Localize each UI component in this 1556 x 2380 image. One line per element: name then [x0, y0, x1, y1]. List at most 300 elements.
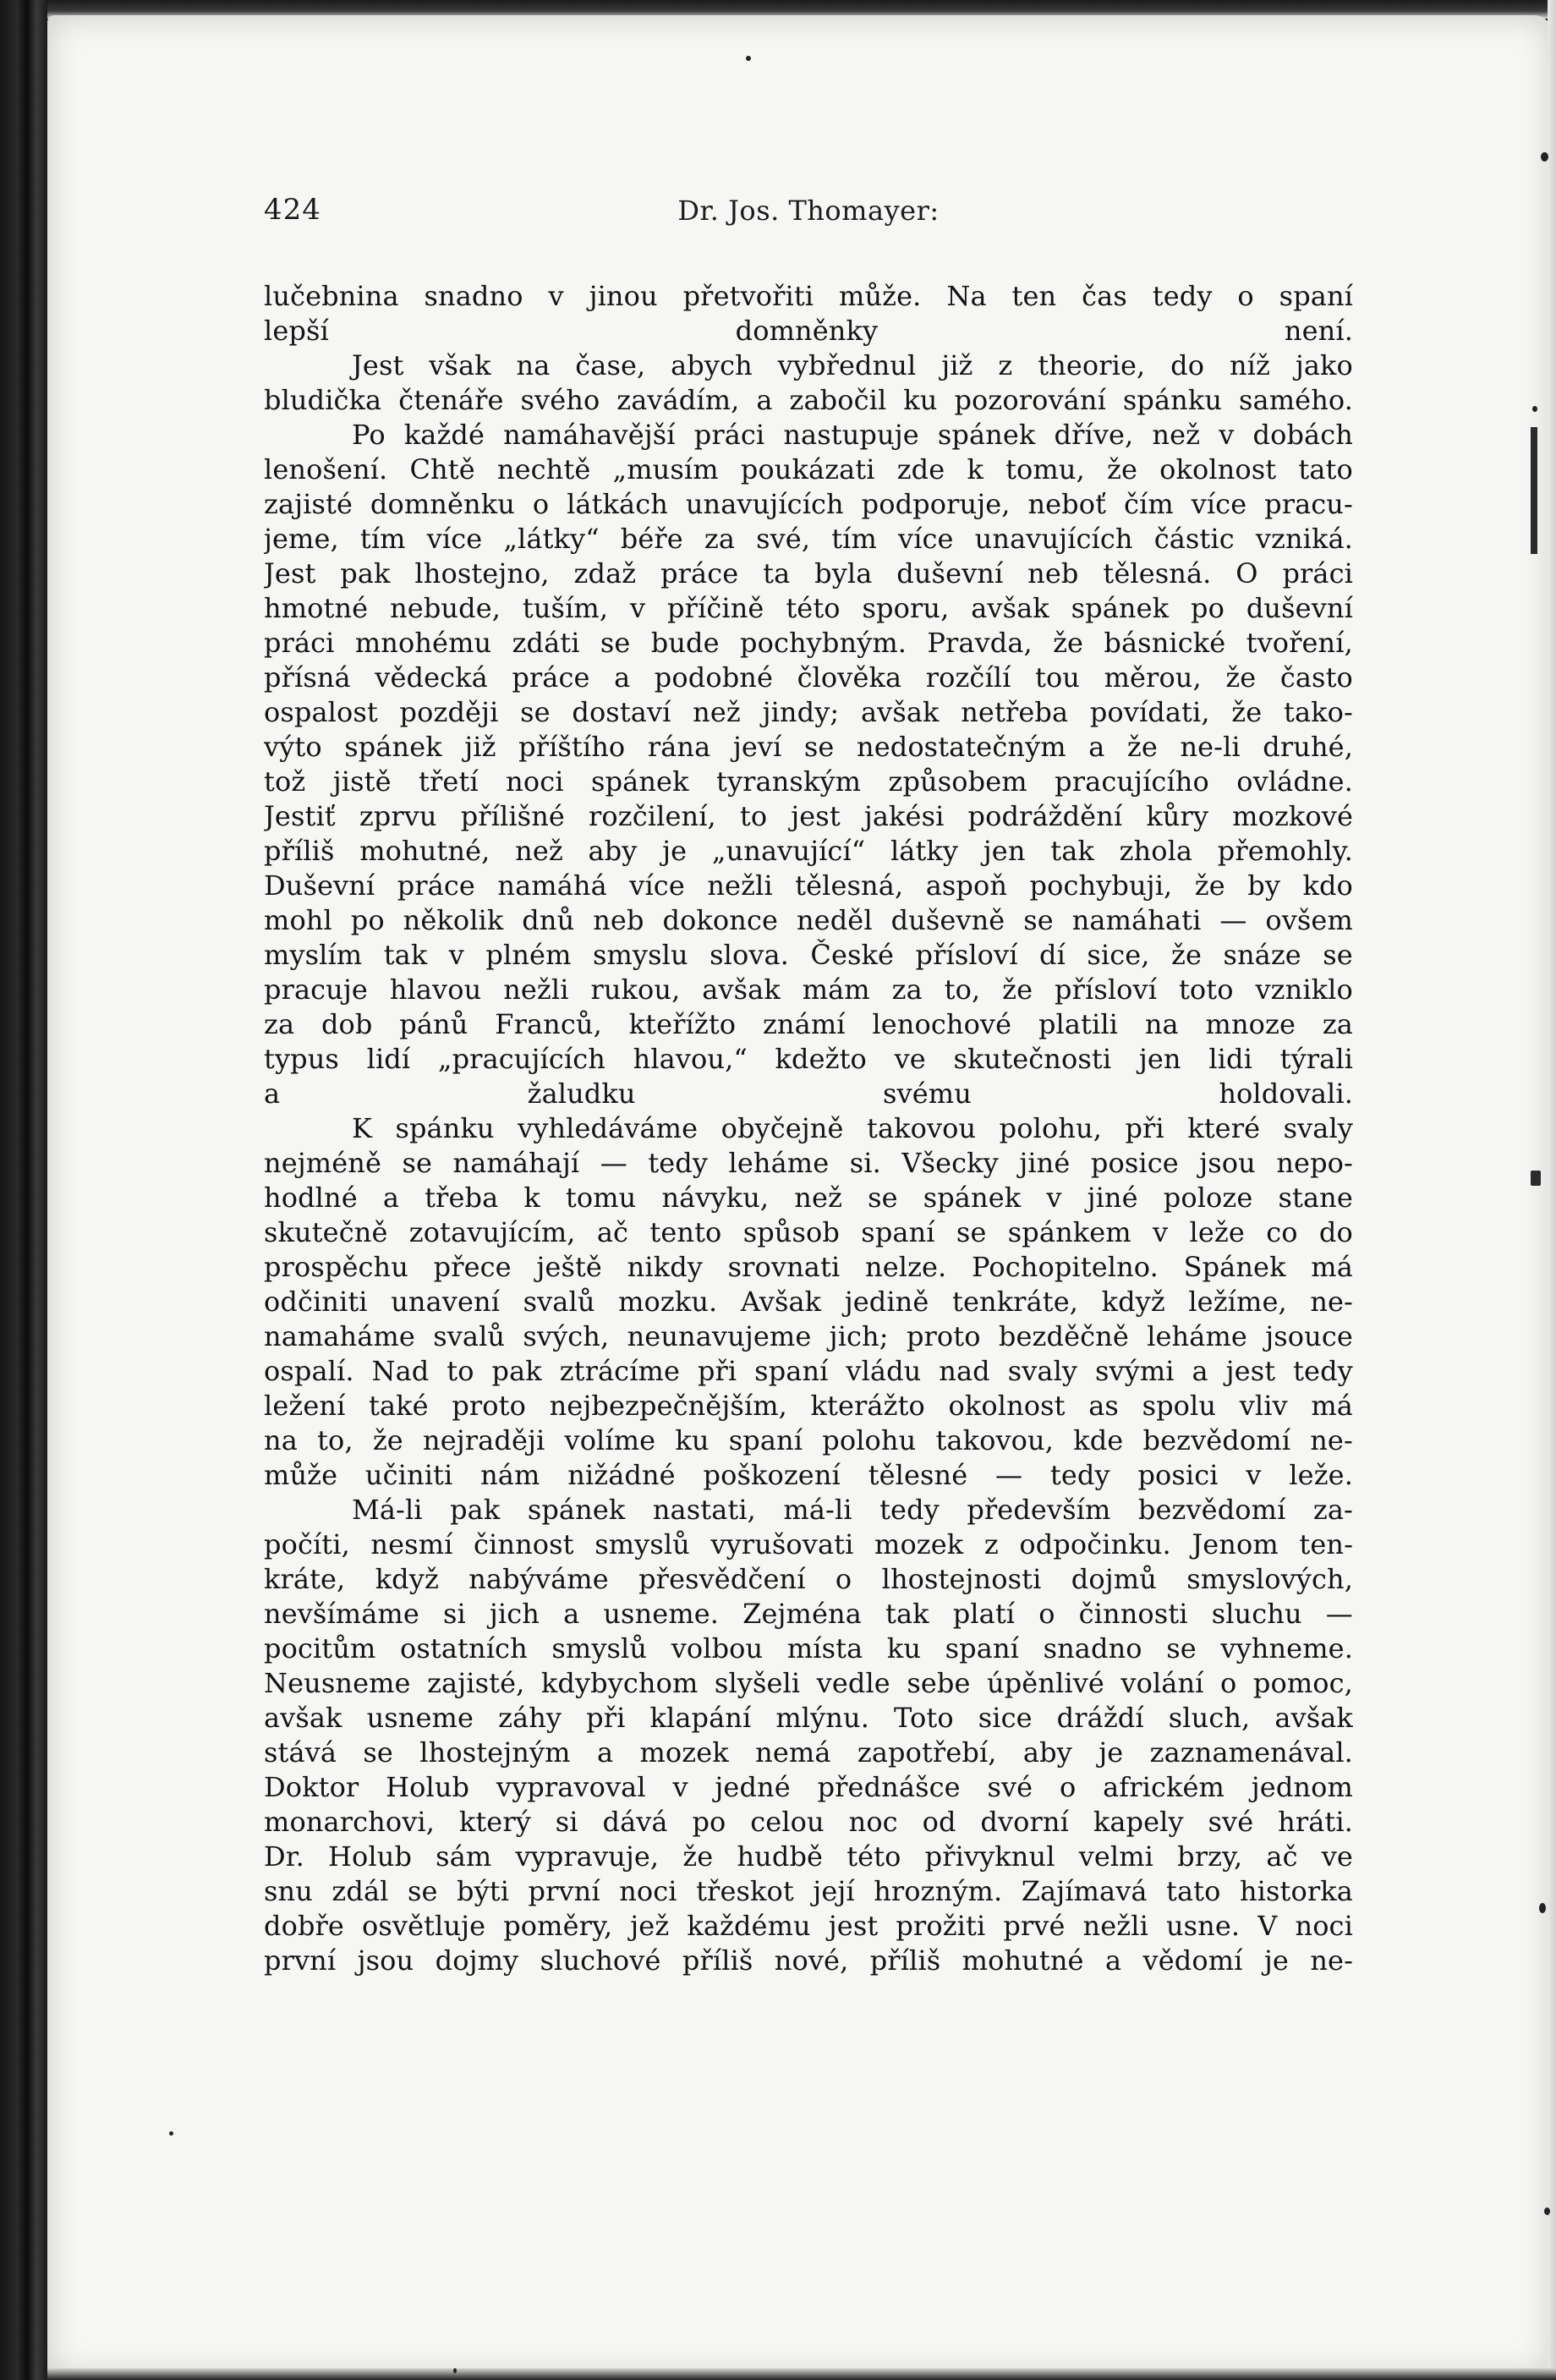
scan-border-bottom	[47, 2368, 1556, 2380]
word: Nad	[371, 1355, 430, 1387]
word: tyranským	[716, 765, 862, 798]
word: hodlné	[264, 1182, 358, 1214]
word: nad	[939, 1355, 990, 1387]
word: tož	[264, 765, 306, 798]
word: zapotřebí,	[857, 1736, 997, 1769]
word: tělesná,	[795, 869, 904, 902]
word: jeme,	[264, 523, 339, 555]
word: odpočinku.	[1019, 1528, 1171, 1560]
word: mozek	[639, 1736, 729, 1769]
word: noci	[1295, 1910, 1353, 1942]
word: pánů	[399, 1008, 468, 1040]
word: Avšak	[740, 1286, 822, 1318]
word: návyku,	[661, 1182, 770, 1214]
word: poměry,	[503, 1910, 613, 1942]
line-text: bludička čtenáře svého zavádím, a zabočil ku pozorování spánku samého.	[264, 384, 1353, 416]
word: z	[998, 349, 1013, 381]
word: domněnku	[370, 488, 515, 520]
word: platí	[952, 1598, 1016, 1630]
word: okolnost	[948, 1390, 1066, 1422]
word: čím	[1123, 488, 1174, 520]
word: byla	[814, 557, 873, 590]
word: třetí	[419, 765, 479, 798]
word: ten	[1011, 280, 1057, 312]
word: noci	[619, 1875, 677, 1907]
page-edge	[1548, 0, 1556, 2380]
word: po	[350, 904, 385, 936]
word: rozčilení,	[589, 800, 716, 832]
text-line	[264, 1701, 1353, 1736]
word: takovou	[866, 1112, 977, 1144]
word: své	[987, 1771, 1033, 1803]
line-text: lepší domněnky není.	[264, 315, 1353, 347]
word: o	[1038, 1598, 1055, 1630]
word: o	[1059, 1771, 1077, 1803]
text-line	[264, 1909, 1353, 1944]
word: leže	[1189, 1216, 1245, 1248]
text-line	[264, 1250, 1353, 1285]
word: Holub	[386, 1771, 470, 1803]
word: že	[1194, 869, 1225, 902]
word: svaly	[1007, 1355, 1078, 1387]
word: usneme.	[603, 1598, 720, 1630]
word: této	[846, 1840, 901, 1873]
word: níž	[1229, 349, 1270, 381]
word: takovou,	[935, 1424, 1055, 1456]
word: ve	[1321, 1840, 1353, 1873]
word: již	[941, 349, 973, 381]
word: Na	[946, 280, 987, 312]
word: poloze	[1163, 1182, 1253, 1214]
word: pochybným.	[740, 627, 907, 659]
word: to,	[317, 1424, 353, 1456]
word: sebe	[907, 1667, 971, 1699]
word: práci	[693, 419, 765, 451]
scan-speck	[1544, 2207, 1550, 2215]
word: rukou,	[590, 973, 681, 1006]
word: více	[898, 523, 954, 555]
word: sporu,	[862, 592, 950, 624]
word: zhola	[1119, 835, 1193, 867]
word: přísloví	[915, 939, 1018, 971]
word: nelze.	[864, 1251, 947, 1283]
word: ospalost	[264, 696, 378, 728]
word: kdo	[1302, 869, 1353, 902]
word: jen	[1138, 1043, 1181, 1075]
word: ku	[675, 1424, 710, 1456]
word: býti	[456, 1875, 510, 1907]
paragraph	[264, 279, 1353, 348]
word: mlýnu.	[775, 1702, 869, 1734]
word: se	[402, 1147, 433, 1179]
word: nežli	[1082, 1910, 1148, 1942]
word: vedle	[816, 1667, 890, 1699]
word: více	[426, 523, 483, 555]
word: plném	[485, 939, 572, 971]
text-line	[264, 1562, 1353, 1597]
word: jednom	[1251, 1771, 1353, 1803]
word: pak	[340, 557, 391, 590]
word: mozku.	[618, 1286, 718, 1318]
word: noc	[848, 1806, 898, 1838]
word: tedy	[1152, 280, 1213, 312]
word: namáhati	[1071, 904, 1202, 936]
word: spaní	[1279, 280, 1353, 312]
word: volání	[1120, 1667, 1204, 1699]
text-line	[264, 973, 1353, 1007]
word: nemá	[755, 1736, 831, 1769]
word: spánek	[527, 1494, 626, 1526]
word: proto	[906, 1320, 981, 1352]
word: dává	[602, 1806, 668, 1838]
word: rána	[647, 731, 711, 763]
word: brzy,	[1177, 1840, 1243, 1873]
word: smyslových,	[1186, 1563, 1353, 1595]
page-header	[264, 193, 1353, 240]
word: smyslů	[551, 1632, 648, 1664]
word: pak	[491, 1355, 542, 1387]
word: když	[1101, 1286, 1165, 1318]
word: avšak	[860, 696, 940, 728]
text-line	[264, 1527, 1353, 1562]
word: srovnati	[727, 1251, 841, 1283]
line-text: může učiniti nám nižádné poškození tělesné — tedy posici v leže.	[264, 1459, 1353, 1491]
text-line	[264, 626, 1353, 661]
text-line	[264, 799, 1353, 834]
word: člověka	[797, 661, 902, 694]
word: si	[555, 1806, 578, 1838]
word: tuším,	[522, 592, 609, 624]
word: bezvědomí	[1142, 1424, 1291, 1456]
text-line	[264, 1111, 1353, 1146]
word: noci	[506, 765, 564, 798]
word: se	[956, 1216, 987, 1248]
word: zaznamenával.	[1149, 1736, 1353, 1769]
word: počíti,	[264, 1528, 350, 1560]
word: tenkráte,	[951, 1286, 1079, 1318]
word: jest	[828, 1910, 879, 1942]
word: také	[369, 1390, 429, 1422]
text-line	[264, 1493, 1353, 1527]
word: —	[1219, 904, 1247, 936]
word: abych	[671, 349, 753, 381]
word: zajisté	[264, 488, 353, 520]
word: sice	[978, 1702, 1033, 1734]
word: vědecká	[375, 661, 488, 694]
word: mnoze	[1205, 1008, 1296, 1040]
word: vypravuje,	[515, 1840, 660, 1873]
word: polohu,	[999, 1112, 1103, 1144]
word: kterážto	[810, 1390, 925, 1422]
word: avšak	[702, 973, 781, 1006]
word: pracujícího	[1055, 765, 1209, 798]
word: Po	[352, 419, 386, 451]
word: za	[264, 1008, 295, 1040]
word: spaní	[945, 1632, 1019, 1664]
word: ztrácíme	[559, 1355, 681, 1387]
word: hrozným.	[874, 1875, 1003, 1907]
text-line	[264, 730, 1353, 765]
word: as	[1088, 1390, 1119, 1422]
word: —	[1325, 1598, 1353, 1630]
word: na	[1144, 1008, 1179, 1040]
word: pomoc,	[1252, 1667, 1353, 1699]
word: unavujících	[685, 488, 844, 520]
word: sice,	[1087, 939, 1150, 971]
word: si.	[849, 1147, 881, 1179]
word: tak	[885, 1598, 929, 1630]
word: neděl	[796, 904, 873, 936]
word: spánek	[1071, 592, 1170, 624]
word: záhy	[498, 1702, 562, 1734]
word: unavení	[391, 1286, 501, 1318]
word: v	[630, 592, 646, 624]
word: ovládne.	[1236, 765, 1353, 798]
word: ne-	[1310, 1424, 1353, 1456]
word: příštího	[518, 731, 626, 763]
word: lidí	[366, 1043, 411, 1075]
word: Pravda,	[927, 627, 1033, 659]
word: nesmí	[370, 1528, 453, 1560]
word: okolnost	[1159, 453, 1277, 485]
text-line	[264, 487, 1353, 522]
text-line	[264, 1181, 1353, 1215]
text-line	[264, 1805, 1353, 1840]
word: Všecky	[901, 1147, 999, 1179]
word: lhostejnosti	[881, 1563, 1042, 1595]
scan-speck	[1532, 406, 1537, 412]
word: látkách	[567, 488, 668, 520]
word: béře	[620, 523, 683, 555]
word: namáhají	[452, 1147, 580, 1179]
word: lidi	[1208, 1043, 1252, 1075]
word: který	[458, 1806, 531, 1838]
word: ač	[596, 1216, 629, 1248]
word: místa	[786, 1632, 863, 1664]
word: obyčejně	[720, 1112, 844, 1144]
word: tou	[1034, 661, 1081, 694]
word: vzniká.	[1255, 523, 1353, 555]
word: pocitům	[264, 1632, 376, 1664]
word: Jestiť	[264, 800, 336, 832]
word: své,	[756, 523, 811, 555]
word: skutečně	[264, 1216, 388, 1248]
word: se	[520, 696, 551, 728]
margin-mark	[1531, 427, 1537, 554]
word: než	[515, 835, 563, 867]
word: lehámе	[728, 1147, 830, 1179]
word: podobné	[654, 661, 774, 694]
word: že	[1053, 627, 1084, 659]
word: ne-li	[1180, 731, 1241, 763]
word: dí	[1039, 939, 1066, 971]
word: svými	[1094, 1355, 1175, 1387]
word: je	[1099, 1736, 1124, 1769]
word: na	[516, 349, 551, 381]
word: klapání	[649, 1702, 752, 1734]
word: přísná	[264, 661, 351, 694]
word: —	[600, 1147, 627, 1179]
scan-speck	[746, 56, 751, 61]
word: spaní	[754, 1355, 829, 1387]
word: prožiti	[896, 1910, 986, 1942]
word: aspoň	[925, 869, 1008, 902]
word: neb	[593, 904, 644, 936]
word: nepo-	[1276, 1147, 1353, 1179]
word: ač	[1266, 1840, 1298, 1873]
word: zajisté,	[427, 1667, 525, 1699]
word: tedy	[648, 1147, 709, 1179]
word: že	[682, 1840, 714, 1873]
word: hlavou	[389, 973, 482, 1006]
word: které	[1187, 1112, 1261, 1144]
word: má	[1311, 1390, 1353, 1422]
word: ještě	[536, 1251, 602, 1283]
word: volíme	[564, 1424, 656, 1456]
word: ospalí.	[264, 1355, 354, 1387]
word: do	[1170, 349, 1205, 381]
word: Pochopitelno.	[972, 1251, 1159, 1283]
text-line	[264, 695, 1353, 730]
word: básnické	[1104, 627, 1226, 659]
word: monarchovi,	[264, 1806, 435, 1838]
word: snu	[264, 1875, 313, 1907]
word: jich;	[829, 1320, 889, 1352]
word: namaháme	[264, 1320, 415, 1352]
text-line	[264, 1007, 1353, 1042]
word: často	[1279, 661, 1353, 694]
scan-speck	[169, 2131, 173, 2136]
word: zdaž	[573, 557, 637, 590]
word: o	[835, 1563, 852, 1595]
text-line	[264, 661, 1353, 695]
page-number: 424	[264, 193, 321, 227]
word: po	[692, 1806, 726, 1838]
word: nejraději	[423, 1424, 545, 1456]
word: a	[563, 1598, 580, 1630]
word: příliš	[264, 835, 335, 867]
word: bezvědomí	[1137, 1494, 1286, 1526]
word: se	[1166, 1632, 1197, 1664]
word: volbou	[671, 1632, 764, 1664]
word: aby	[588, 835, 638, 867]
word: tato	[1298, 453, 1353, 485]
word: ostatních	[400, 1632, 528, 1664]
text-line	[264, 1285, 1353, 1319]
word: mozek	[874, 1528, 964, 1560]
word: nebude,	[390, 592, 501, 624]
word: K	[352, 1112, 373, 1144]
word: avšak	[1274, 1702, 1353, 1734]
word: že	[372, 1424, 403, 1456]
scan-speck	[1541, 152, 1548, 162]
word: nevšímáme	[264, 1598, 419, 1630]
word: dostaví	[572, 696, 671, 728]
word: nikdy	[627, 1251, 703, 1283]
word: po	[1191, 592, 1225, 624]
word: v	[548, 280, 564, 312]
word: spánek	[344, 731, 442, 763]
word: svaly	[1283, 1112, 1353, 1144]
line-text: a žaludku svému holdovali.	[264, 1078, 1353, 1110]
text-line	[264, 1146, 1353, 1181]
text-line	[264, 1215, 1353, 1250]
word: nastupuje	[783, 419, 919, 451]
word: Jest	[352, 349, 404, 381]
word: vliv	[1239, 1390, 1288, 1422]
text-line	[264, 1944, 1353, 1978]
word: tak	[383, 939, 428, 971]
word: dojmů	[1071, 1563, 1157, 1595]
word: zprvu	[359, 800, 437, 832]
word: netřeba	[961, 696, 1069, 728]
scan-speck	[453, 2368, 457, 2373]
word: má-li	[783, 1494, 852, 1526]
text-line	[264, 279, 1353, 314]
word: kráte,	[264, 1563, 346, 1595]
word: neboť	[1027, 488, 1107, 520]
word: spůsob	[742, 1216, 840, 1248]
word: unavujících	[974, 523, 1133, 555]
word: vyhledáváme	[518, 1112, 699, 1144]
word: především	[967, 1494, 1111, 1526]
word: povídati,	[1089, 696, 1210, 728]
word: velmi	[1078, 1840, 1154, 1873]
word: několik	[403, 904, 504, 936]
word: vybřednul	[777, 349, 917, 381]
word: od	[922, 1806, 956, 1838]
word: historka	[1239, 1875, 1353, 1907]
word: přísloví	[1055, 973, 1158, 1006]
word: a	[596, 1736, 614, 1769]
word: se	[1323, 939, 1353, 971]
text-line	[264, 1840, 1353, 1874]
word: sám	[436, 1840, 492, 1873]
word: České	[810, 939, 895, 971]
word: dob	[321, 1008, 373, 1040]
word: Doktor	[264, 1771, 359, 1803]
word: vyrušovati	[710, 1528, 854, 1560]
word: v	[1153, 1216, 1169, 1248]
paragraph	[264, 1493, 1353, 1978]
word: způsobem	[888, 765, 1027, 798]
body-text	[264, 279, 1353, 1978]
word: jsouce	[1265, 1320, 1353, 1352]
word: kde	[1073, 1424, 1124, 1456]
word: se	[407, 1875, 438, 1907]
word: jež	[630, 1910, 670, 1942]
word: zotavujícím,	[408, 1216, 576, 1248]
word: mám	[802, 973, 870, 1006]
word: přetvořiti	[682, 280, 814, 312]
word: než	[1152, 419, 1201, 451]
word: spaní	[861, 1216, 935, 1248]
word: myslím	[264, 939, 363, 971]
word: když	[375, 1563, 439, 1595]
word: spánek	[923, 1182, 1022, 1214]
word: činnost	[474, 1528, 574, 1560]
word: Jest	[264, 557, 316, 590]
word: však	[429, 349, 491, 381]
word: přemohly.	[1217, 835, 1353, 867]
word: sluchu	[1211, 1598, 1302, 1630]
word: prospěchu	[264, 1251, 408, 1283]
word: mohl	[264, 904, 332, 936]
word: se	[600, 627, 631, 659]
word: mozkové	[1232, 800, 1353, 832]
word: o	[532, 488, 550, 520]
word: sluch,	[1168, 1702, 1251, 1734]
